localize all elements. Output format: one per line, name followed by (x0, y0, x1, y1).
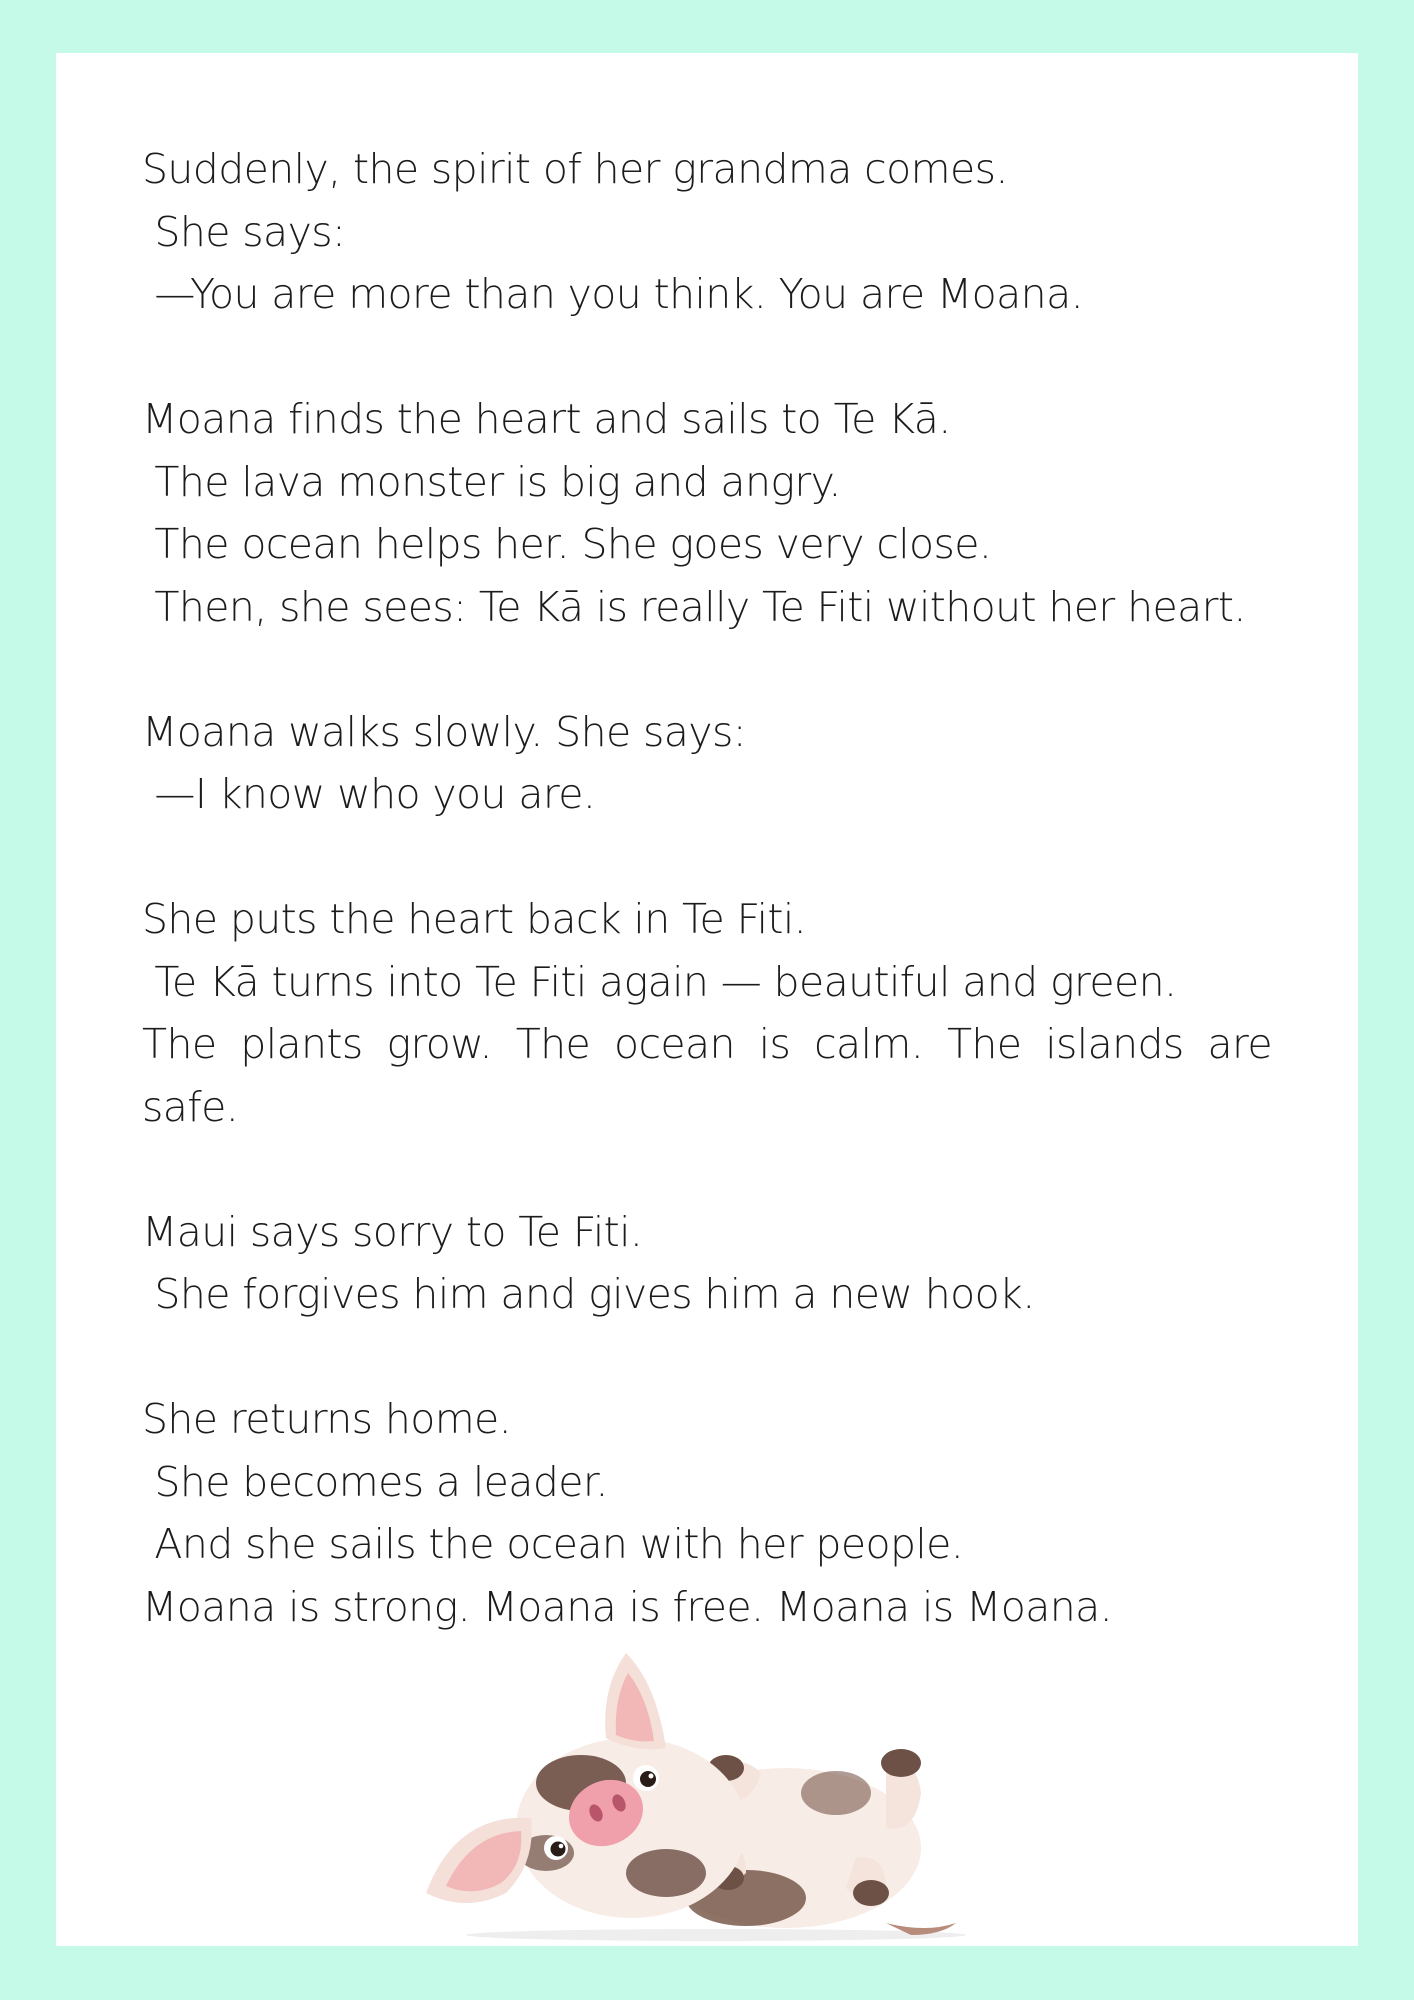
story-line: The lava monster is big and angry. (142, 457, 841, 506)
story-line: She forgives him and gives him a new hook. (142, 1270, 1035, 1318)
story-line: Moana walks slowly. She says: (142, 707, 746, 756)
piglet-illustration (416, 1643, 1016, 1943)
story-paragraph-1 (142, 138, 1272, 326)
story-line: Moana is strong. Moana is free. Moana is Moana. (142, 1582, 1113, 1631)
story-line: Suddenly, the spirit of her grandma comes. (142, 145, 1008, 193)
story-line: The plants grow. The ocean is calm. The islands are safe. (142, 1020, 1272, 1131)
story-paragraph-5 (142, 1201, 1272, 1326)
story-line: —I know who you are. (142, 770, 596, 818)
story-line: Moana finds the heart and sails to Te Kā. (142, 395, 951, 443)
story-line: Then, she sees: Te Kā is really Te Fiti without her heart. (142, 582, 1246, 631)
story-line: She says: (142, 207, 346, 256)
story-line: She becomes a leader. (142, 1457, 608, 1506)
story-line: —You are more than you think. You are Moana. (142, 270, 1084, 318)
story-line: And she sails the ocean with her people. (142, 1520, 964, 1568)
story-paragraph-2 (142, 388, 1272, 638)
story-paragraph-6 (142, 1388, 1272, 1638)
story-line: The ocean helps her. She goes very close. (142, 520, 992, 568)
story-paragraph-4 (142, 888, 1272, 1138)
story-paragraph-3 (142, 701, 1272, 826)
story-line: Maui says sorry to Te Fiti. (142, 1207, 643, 1256)
story-text (142, 138, 1272, 1638)
story-line: She puts the heart back in Te Fiti. (142, 895, 807, 943)
story-line: Te Kā turns into Te Fiti again — beautiful and green. (142, 957, 1177, 1006)
story-line: She returns home. (142, 1395, 512, 1443)
story-page (56, 53, 1358, 1946)
